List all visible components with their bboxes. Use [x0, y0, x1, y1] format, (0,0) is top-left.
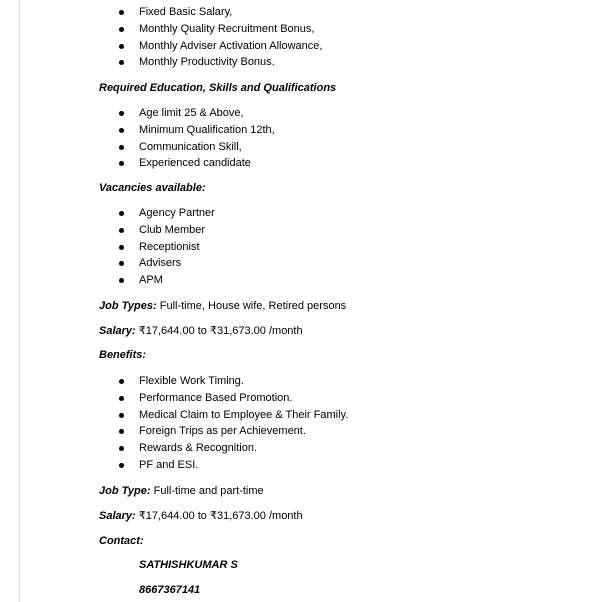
- vacancies-list: [99, 205, 215, 289]
- bullet-icon: [119, 128, 124, 133]
- list-item: Monthly Adviser Activation Allowance,: [99, 38, 322, 55]
- bullet-icon: [119, 396, 124, 401]
- list-item: Performance Based Promotion.: [99, 390, 348, 407]
- list-item: Receptionist: [99, 239, 215, 256]
- requirements-list: [99, 105, 275, 172]
- bullet-icon: [119, 211, 124, 216]
- list-item: Experienced candidate: [99, 155, 275, 172]
- list-item: Advisers: [99, 255, 215, 272]
- bullet-icon: [119, 44, 124, 49]
- list-item: Monthly Quality Recruitment Bonus,: [99, 21, 322, 38]
- vacancies-heading: Vacancies available:: [99, 182, 206, 194]
- bullet-icon: [119, 60, 124, 65]
- bullet-icon: [119, 245, 124, 250]
- bullet-icon: [119, 278, 124, 283]
- salary-line: Salary: ₹17,644.00 to ₹31,673.00 /month: [99, 325, 303, 337]
- requirements-heading: Required Education, Skills and Qualifications: [99, 82, 337, 94]
- bullet-icon: [119, 379, 124, 384]
- page-margin-line: [19, 0, 20, 602]
- bullet-icon: [119, 27, 124, 32]
- job-types-line: Job Types: Full-time, House wife, Retired persons: [99, 300, 347, 312]
- list-item: Agency Partner: [99, 205, 215, 222]
- list-item: Fixed Basic Salary,: [99, 4, 322, 21]
- bullet-icon: [119, 10, 124, 15]
- bullet-icon: [119, 228, 124, 233]
- list-item: Minimum Qualification 12th,: [99, 122, 275, 139]
- bullet-icon: [119, 261, 124, 266]
- list-item: Age limit 25 & Above,: [99, 105, 275, 122]
- bullet-icon: [119, 463, 124, 468]
- bullet-icon: [119, 145, 124, 150]
- list-item: APM: [99, 272, 215, 289]
- pay-list: [99, 4, 322, 71]
- bullet-icon: [119, 446, 124, 451]
- list-item: Medical Claim to Employee & Their Family.: [99, 407, 348, 424]
- list-item: PF and ESI.: [99, 457, 348, 474]
- job-type-line: Job Type: Full-time and part-time: [99, 485, 264, 497]
- bullet-icon: [119, 413, 124, 418]
- salary-line: Salary: ₹17,644.00 to ₹31,673.00 /month: [99, 510, 303, 522]
- list-item: Rewards & Recognition.: [99, 440, 348, 457]
- contact-phone: 8667367141: [139, 584, 201, 596]
- list-item: Club Member: [99, 222, 215, 239]
- bullet-icon: [119, 111, 124, 116]
- benefits-heading: Benefits:: [99, 349, 147, 361]
- bullet-icon: [119, 429, 124, 434]
- list-item: Flexible Work Timing.: [99, 373, 348, 390]
- list-item: Monthly Productivity Bonus.: [99, 54, 322, 71]
- contact-heading: Contact:: [99, 535, 144, 547]
- contact-name: SATHISHKUMAR S: [139, 559, 238, 571]
- bullet-icon: [119, 161, 124, 166]
- list-item: Communication Skill,: [99, 139, 275, 156]
- benefits-list: [99, 373, 348, 474]
- list-item: Foreign Trips as per Achievement.: [99, 423, 348, 440]
